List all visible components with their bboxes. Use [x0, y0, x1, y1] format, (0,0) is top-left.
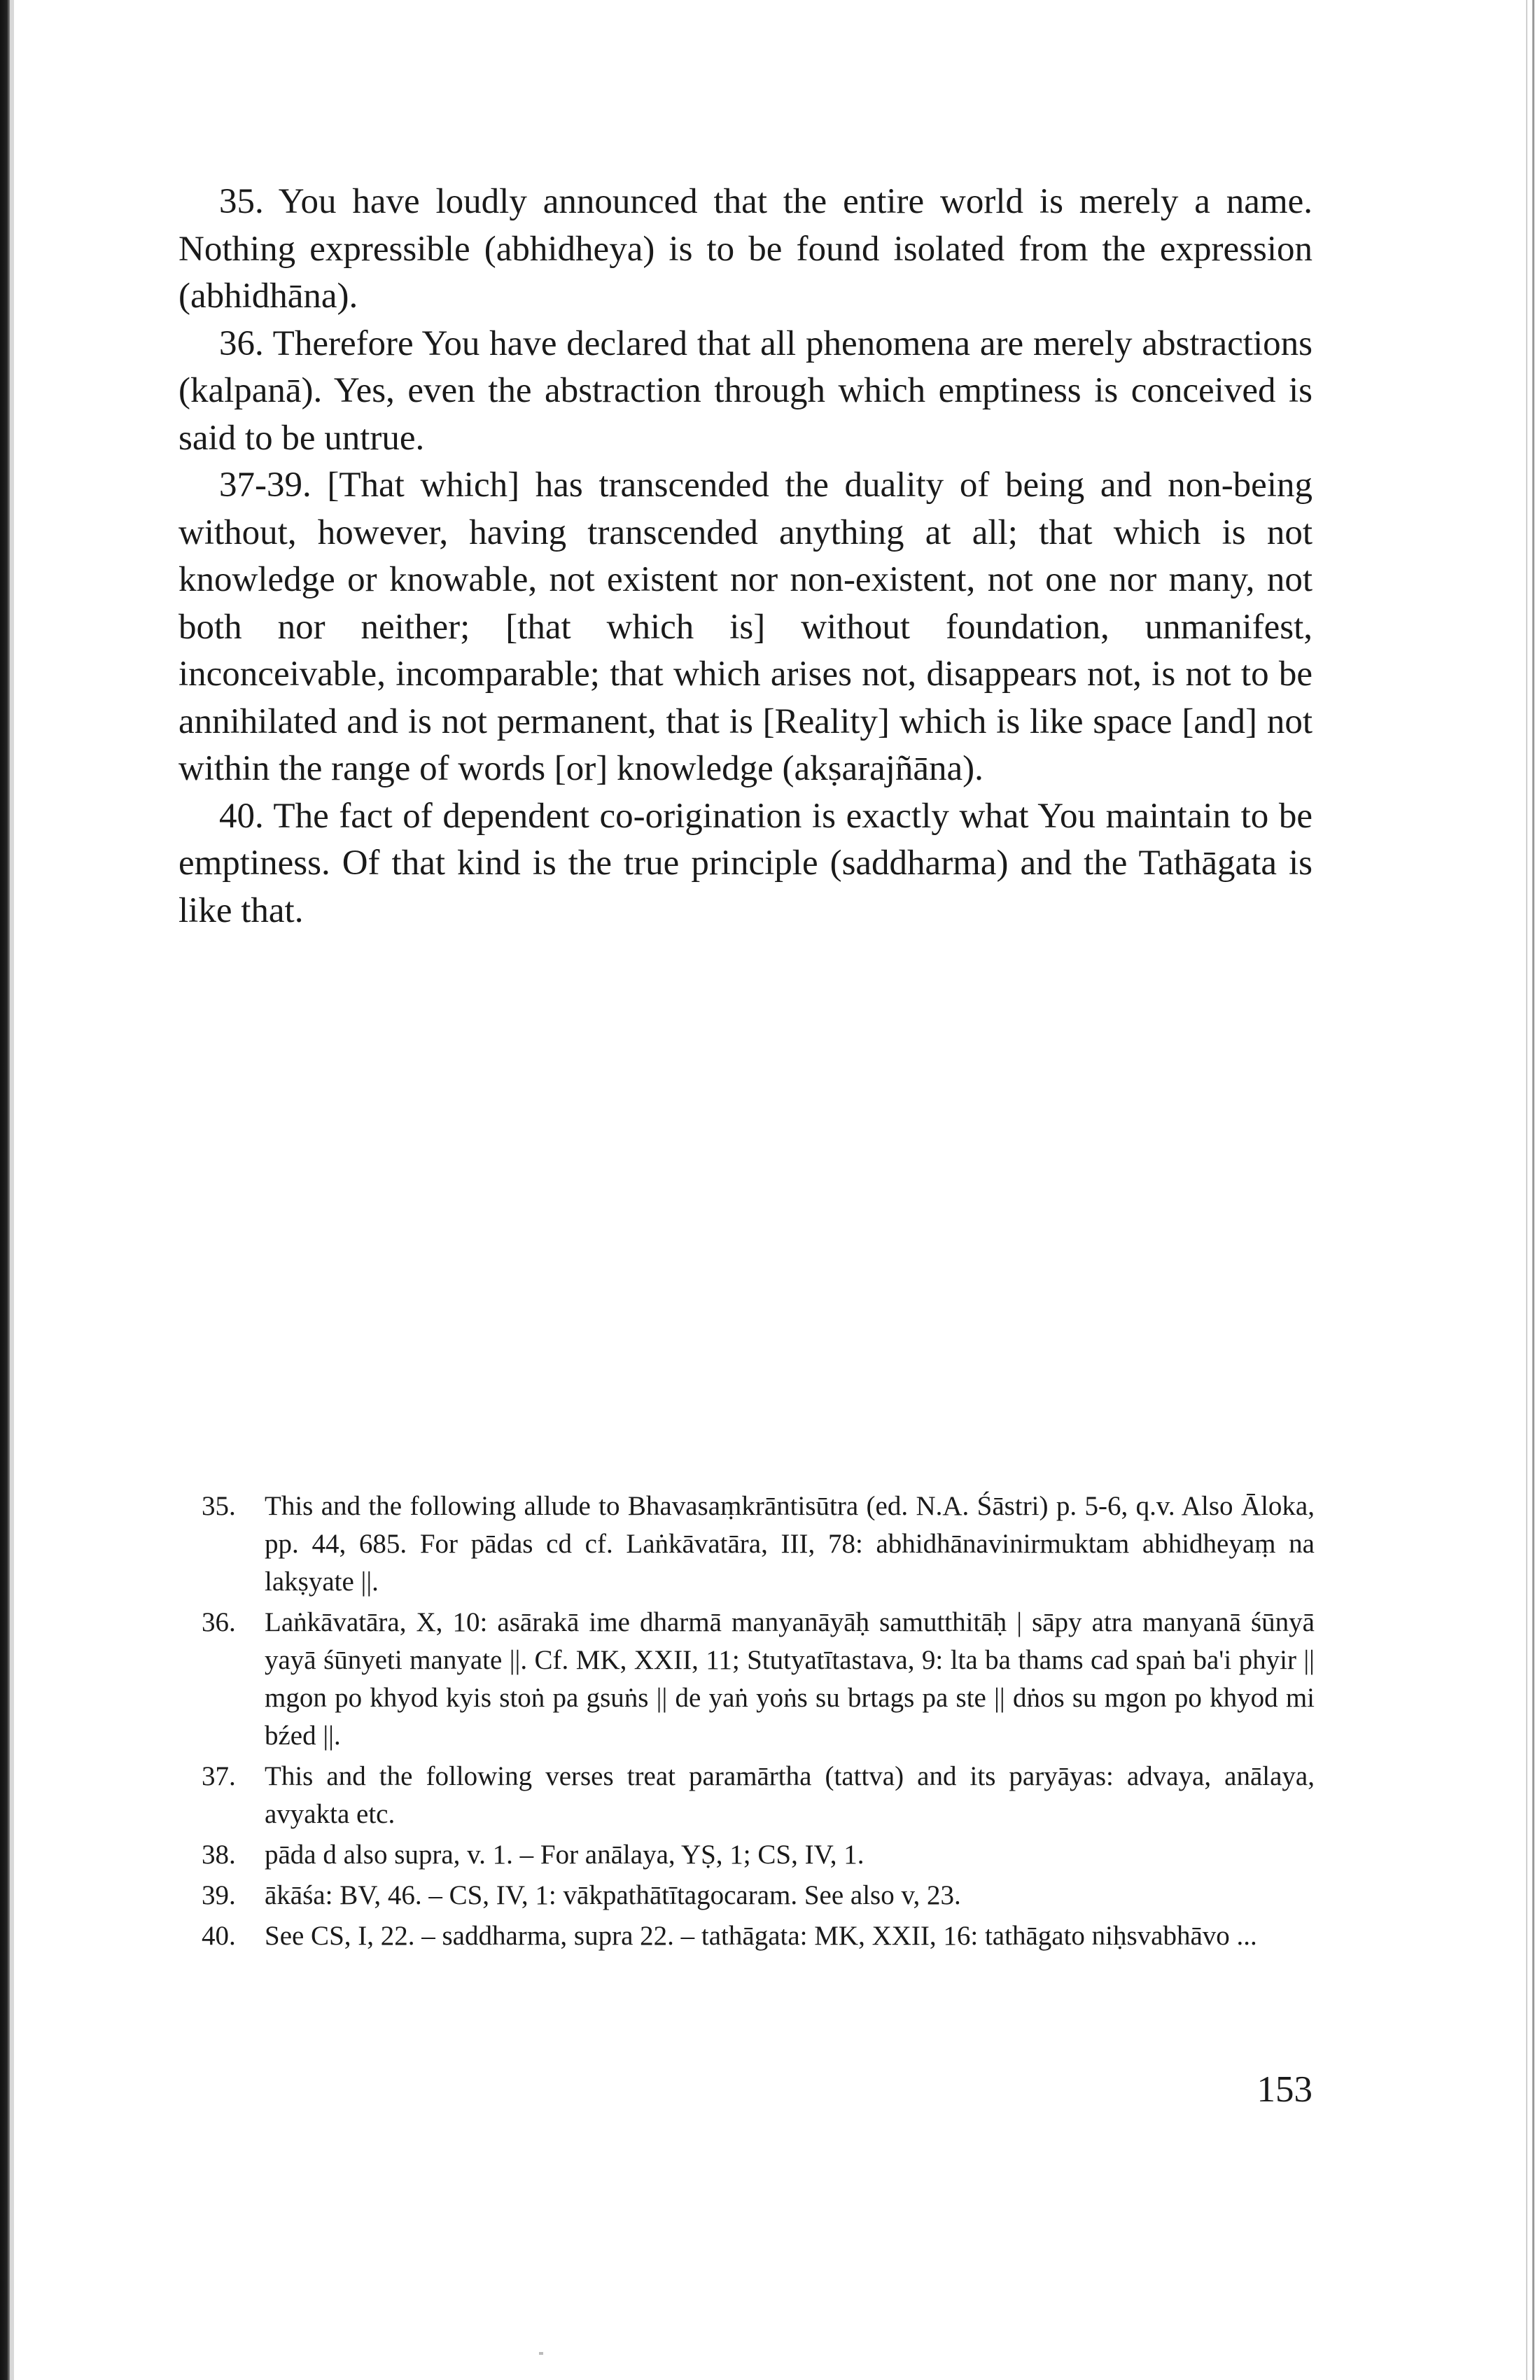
footnote-number: 38.	[202, 1840, 236, 1870]
footnote-text: pāda d also supra, v. 1. – For anālaya, YṢ, 1; CS, IV, 1.	[265, 1840, 864, 1870]
footnote-number: 37.	[202, 1761, 236, 1791]
scan-speck	[539, 2352, 543, 2355]
footnote-39	[202, 1877, 1315, 1914]
footnote-37	[202, 1758, 1315, 1833]
binding-edge-left	[0, 0, 10, 2380]
footnote-text: This and the following allude to Bhavasaṃkrāntisūtra (ed. N.A. Śāstri) p. 5-6, q.v. Also Āloka, pp. 44, 685. For pādas cd cf. Laṅkāvatāra, III, 78: abhidhānavinirmuktam abhidheyaṃ na lakṣyate ||.	[265, 1491, 1315, 1597]
footnote-number: 39.	[202, 1880, 236, 1910]
footnote-38	[202, 1836, 1315, 1874]
page-number: 153	[1256, 2069, 1312, 2110]
footnotes	[202, 1488, 1315, 1958]
paragraph-37-39: 37-39. [That which] has transcended the duality of being and non-being without, however, having transcended anything at all; that which is not knowledge or knowable, not existent nor non-existent, not one nor many, not both nor neither; [that which is] without foundation, unmanifest, inconceivable, incomparable; that which arises not, disappears not, is not to be annihilated and is not permanent, that is [Reality] which is like space [and] not within the range of words [or] knowledge (akṣarajñāna).	[178, 465, 1312, 788]
footnote-number: 36.	[202, 1607, 236, 1637]
footnote-text: This and the following verses treat paramārtha (tattva) and its paryāyas: advaya, anālaya, avyakta etc.	[265, 1761, 1315, 1829]
footnote-number: 40.	[202, 1921, 236, 1951]
page-edge-right	[1532, 0, 1534, 2380]
paragraph-36: 36. Therefore You have declared that all phenomena are merely abstractions (kalpanā). Yes, even the abstraction through which emptiness is conceived is said to be untrue.	[178, 323, 1312, 458]
paragraph-40: 40. The fact of dependent co-origination is exactly what You maintain to be emptiness. Of that kind is the true principle (saddharma) and the Tathāgata is like that.	[178, 796, 1312, 930]
main-text	[178, 178, 1312, 934]
footnote-text: Laṅkāvatāra, X, 10: asārakā ime dharmā manyanāyāḥ samutthitāḥ | sāpy atra manyanā śūnyā yayā śūnyeti manyate ||. Cf. MK, XXII, 11; Stutyatītastava, 9: lta ba thams cad spaṅ ba'i phyir || mgon po khyod kyis stoṅ pa gsuṅs || de yaṅ yoṅs su brtags pa ste || dṅos su mgon po khyod mi bźed ||.	[265, 1607, 1315, 1751]
footnote-text: ākāśa: BV, 46. – CS, IV, 1: vākpathātītagocaram. See also v, 23.	[265, 1880, 961, 1910]
footnote-40	[202, 1917, 1315, 1955]
paragraph-35: 35. You have loudly announced that the entire world is merely a name. Nothing expressible (abhidheya) is to be found isolated from the expression (abhidhāna).	[178, 182, 1312, 316]
page-edge-right-inner	[1526, 0, 1527, 2380]
footnote-35	[202, 1488, 1315, 1601]
footnote-36	[202, 1604, 1315, 1755]
footnote-text: See CS, I, 22. – saddharma, supra 22. – tathāgata: MK, XXII, 16: tathāgato niḥsvabhāvo ...	[265, 1921, 1257, 1951]
binding-edge-shadow	[10, 0, 14, 2380]
footnote-number: 35.	[202, 1491, 236, 1521]
